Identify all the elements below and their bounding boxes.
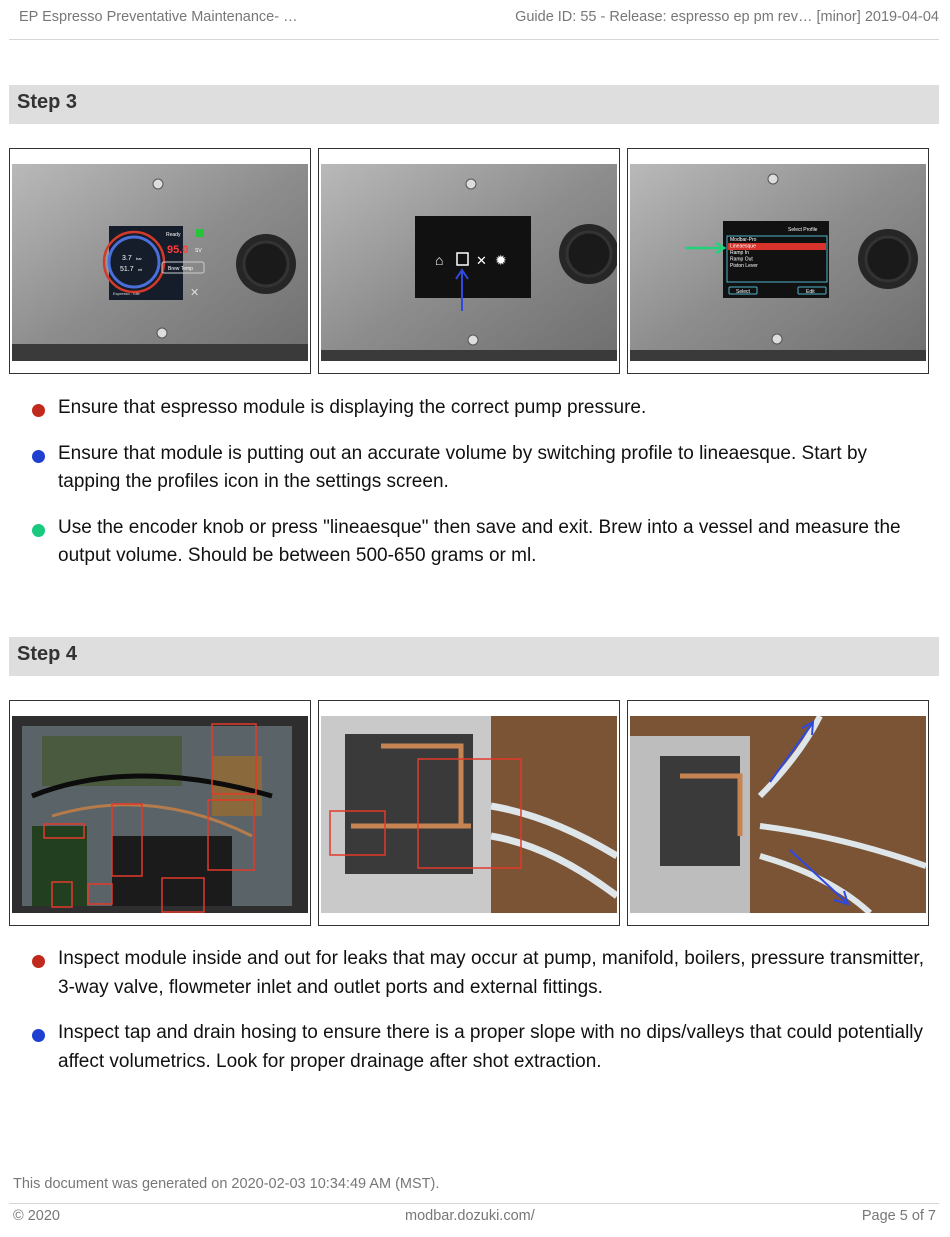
svg-text:Select: Select xyxy=(736,289,750,295)
settings-screen-photo xyxy=(321,164,617,361)
step-4-heading xyxy=(9,637,939,676)
bullet-item xyxy=(30,394,930,423)
bullet-text: Inspect module inside and out for leaks that may occur at pump, manifold, boilers, pressure transmitter, 3-way valve, flowmeter inlet and outlet ports and external fittings. xyxy=(58,948,924,998)
bullet-dot-icon xyxy=(32,404,45,417)
pressure-readout: 3.7 xyxy=(122,255,132,262)
step4-photo-2[interactable] xyxy=(318,700,620,926)
step3-photo-3[interactable] xyxy=(627,148,929,374)
page-header xyxy=(9,0,939,40)
brew-temp-button: Brew Temp xyxy=(168,266,193,272)
tools-icon: ✕ xyxy=(476,253,487,268)
bullet-text: Use the encoder knob or press "lineaesque" then save and exit. Brew into a vessel and measure the output volume. Should be between 500-650 grams or ml. xyxy=(58,516,901,566)
module-side-photo xyxy=(321,716,617,913)
step4-instructions xyxy=(30,945,930,1093)
guide-title: EP Espresso Preventative Maintenance- … xyxy=(19,9,298,25)
bullet-text: Inspect tap and drain hosing to ensure there is a proper slope with no dips/valleys that could potentially affect volumetrics. Look for proper drainage after shot extraction. xyxy=(58,1022,924,1072)
footer-divider xyxy=(9,1203,939,1204)
temp-readout: 95.0 xyxy=(167,244,189,256)
svg-text:Edit: Edit xyxy=(806,289,815,295)
step3-photo-2[interactable] xyxy=(318,148,620,374)
step4-photo-1[interactable] xyxy=(9,700,311,926)
guide-info: Guide ID: 55 - Release: espresso ep pm rev… [minor] 2019-04-04 xyxy=(515,9,939,25)
bullet-dot-icon xyxy=(32,1029,45,1042)
espresso-display-photo xyxy=(12,164,308,361)
gear-icon: ✹ xyxy=(495,252,507,268)
generated-note: This document was generated on 2020-02-03 10:34:49 AM (MST). xyxy=(13,1176,440,1192)
bullet-dot-icon xyxy=(32,450,45,463)
profile-option: Ramp Out xyxy=(730,256,753,263)
volume-readout: 51.7 xyxy=(120,266,134,273)
step-title: Step 4 xyxy=(17,643,78,665)
profile-option: Modbar-Pro xyxy=(730,237,757,243)
svg-text:Espresso - Idle: Espresso - Idle xyxy=(113,291,140,296)
step3-instructions xyxy=(30,394,930,588)
bullet-item xyxy=(30,1019,930,1076)
step3-photo-1[interactable] xyxy=(9,148,311,374)
bullet-item xyxy=(30,514,930,571)
module-interior-photo xyxy=(12,716,308,913)
tools-icon: ✕ xyxy=(190,287,200,299)
svg-text:ml: ml xyxy=(138,267,143,272)
svg-text:Select Profile: Select Profile xyxy=(788,227,818,233)
bullet-item xyxy=(30,945,930,1002)
bullet-dot-icon xyxy=(32,955,45,968)
step4-photo-3[interactable] xyxy=(627,700,929,926)
bullet-dot-icon xyxy=(32,524,45,537)
bullet-item xyxy=(30,440,930,497)
step-3-heading xyxy=(9,85,939,124)
profile-option: Lineaesque xyxy=(730,243,756,250)
bullet-text: Ensure that espresso module is displaying the correct pump pressure. xyxy=(58,397,647,418)
hosing-slope-photo xyxy=(630,716,926,913)
svg-text:bar: bar xyxy=(136,256,142,261)
select-profile-photo xyxy=(630,164,926,361)
site-link[interactable]: modbar.dozuki.com/ xyxy=(405,1208,535,1224)
page-number: Page 5 of 7 xyxy=(861,1208,936,1224)
status-text: Ready xyxy=(166,232,181,238)
bullet-text: Ensure that module is putting out an accurate volume by switching profile to lineaesque. Start by tapping the profiles icon in the settings screen. xyxy=(58,442,868,492)
profile-option: Piston Lever xyxy=(730,263,758,269)
profile-option: Ramp In xyxy=(730,250,749,256)
step-title: Step 3 xyxy=(17,91,78,113)
home-icon: ⌂ xyxy=(435,252,444,268)
svg-text:SV: SV xyxy=(195,248,202,254)
copyright: © 2020 xyxy=(13,1208,60,1224)
